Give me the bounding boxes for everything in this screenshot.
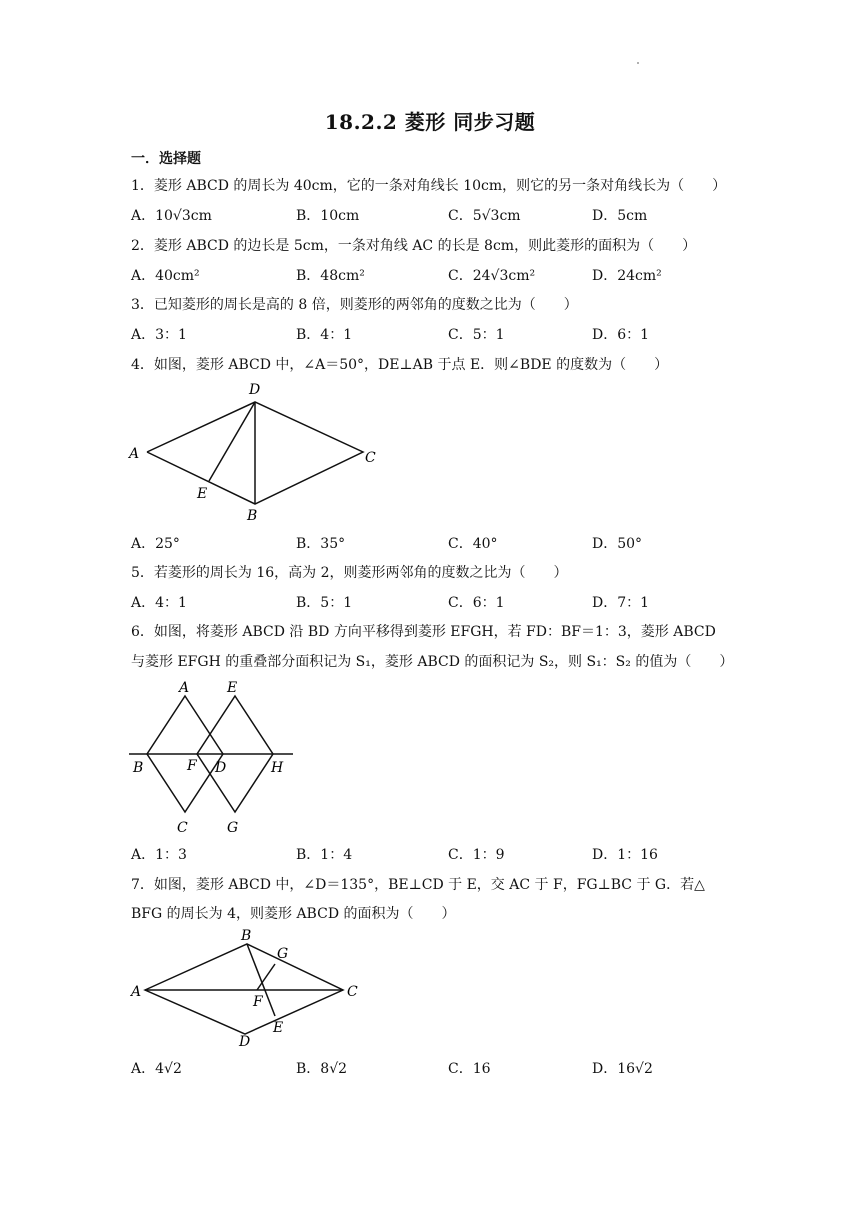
q4-option-b[interactable]: B．35°: [296, 536, 346, 552]
q1-option-d[interactable]: D．5cm: [592, 208, 648, 224]
q6-translated-rhombi-figure: [125, 676, 300, 838]
q1-option-b[interactable]: B．10cm: [296, 208, 360, 224]
q6-option-d[interactable]: D．1：16: [592, 847, 658, 863]
q5-option-b[interactable]: B．5：1: [296, 595, 353, 611]
q6-label-a: A: [179, 680, 190, 696]
q4-label-b: B: [247, 508, 258, 524]
q5-option-d[interactable]: D．7：1: [592, 595, 650, 611]
q7-option-d[interactable]: D．16√2: [592, 1061, 653, 1077]
q5-option-c[interactable]: C．6：1: [448, 595, 505, 611]
q4-rhombus-figure: [125, 378, 385, 528]
q6-label-d: D: [215, 760, 227, 776]
q6-label-b: B: [133, 760, 144, 776]
q5-option-a[interactable]: A．4：1: [131, 595, 187, 611]
q7-label-c: C: [347, 984, 358, 1000]
q4-option-d[interactable]: D．50°: [592, 536, 643, 552]
q7-option-a[interactable]: A．4√2: [131, 1061, 182, 1077]
question-6-stem: 6．如图，将菱形 ABCD 沿 BD 方向平移得到菱形 EFGH，若 FD：BF＝1：3，菱形 ABCD: [131, 624, 716, 640]
q1-option-c[interactable]: C．5√3cm: [448, 208, 521, 224]
q4-option-a[interactable]: A．25°: [131, 536, 180, 552]
q7-rhombus-outline: [145, 944, 343, 1034]
q7-label-e: E: [273, 1020, 284, 1036]
q3-option-a[interactable]: A．3：1: [131, 327, 187, 343]
q7-option-c[interactable]: C．16: [448, 1061, 491, 1077]
q2-option-a[interactable]: A．40cm²: [131, 268, 200, 284]
q4-segment-de: [209, 402, 255, 481]
q3-option-d[interactable]: D．6：1: [592, 327, 650, 343]
section-heading: 一．选择题: [131, 151, 201, 167]
q2-option-d[interactable]: D．24cm²: [592, 268, 662, 284]
q3-option-c[interactable]: C．5：1: [448, 327, 505, 343]
q6-label-c: C: [177, 820, 188, 836]
q6-option-a[interactable]: A．1：3: [131, 847, 187, 863]
q4-label-e: E: [197, 486, 208, 502]
q6-label-h: H: [271, 760, 284, 776]
q7-label-g: G: [277, 946, 289, 962]
question-3-stem: 3．已知菱形的周长是高的 8 倍，则菱形的两邻角的度数之比为（ ）: [131, 297, 578, 313]
q7-label-d: D: [239, 1034, 251, 1050]
q4-label-c: C: [365, 450, 376, 466]
q4-label-d: D: [249, 382, 261, 398]
question-7-stem-line2: BFG 的周长为 4，则菱形 ABCD 的面积为（ ）: [131, 906, 456, 922]
q6-label-g: G: [227, 820, 239, 836]
q6-label-e: E: [227, 680, 238, 696]
q4-option-c[interactable]: C．40°: [448, 536, 498, 552]
question-7-stem: 7．如图，菱形 ABCD 中，∠D＝135°，BE⊥CD 于 E，交 AC 于 F，FG⊥BC 于 G．若△: [131, 877, 705, 893]
q6-option-b[interactable]: B．1：4: [296, 847, 353, 863]
q1-option-a[interactable]: A．10√3cm: [131, 208, 212, 224]
question-5-stem: 5．若菱形的周长为 16，高为 2，则菱形两邻角的度数之比为（ ）: [131, 565, 568, 581]
page-title: 18.2.2 菱形 同步习题: [324, 110, 536, 134]
q7-label-a: A: [131, 984, 142, 1000]
q7-rhombus-figure: [125, 928, 365, 1050]
page-dot: [637, 62, 639, 64]
question-4-stem: 4．如图，菱形 ABCD 中，∠A＝50°，DE⊥AB 于点 E．则∠BDE 的度数为（ ）: [131, 357, 669, 373]
question-1-stem: 1．菱形 ABCD 的周长为 40cm，它的一条对角线长 10cm，则它的另一条对角线长为（ ）: [131, 178, 727, 194]
q2-option-c[interactable]: C．24√3cm²: [448, 268, 536, 284]
q6-label-f: F: [187, 758, 197, 774]
q4-label-a: A: [129, 446, 140, 462]
q7-option-b[interactable]: B．8√2: [296, 1061, 348, 1077]
q2-option-b[interactable]: B．48cm²: [296, 268, 365, 284]
question-2-stem: 2．菱形 ABCD 的边长是 5cm，一条对角线 AC 的长是 8cm，则此菱形的面积为（ ）: [131, 238, 697, 254]
q7-label-b: B: [241, 928, 252, 944]
q7-label-f: F: [253, 994, 263, 1010]
q3-option-b[interactable]: B．4：1: [296, 327, 353, 343]
q6-option-c[interactable]: C．1：9: [448, 847, 505, 863]
question-6-stem-line2: 与菱形 EFGH 的重叠部分面积记为 S₁，菱形 ABCD 的面积记为 S₂，则 S₁：S₂ 的值为（ ）: [131, 654, 734, 670]
